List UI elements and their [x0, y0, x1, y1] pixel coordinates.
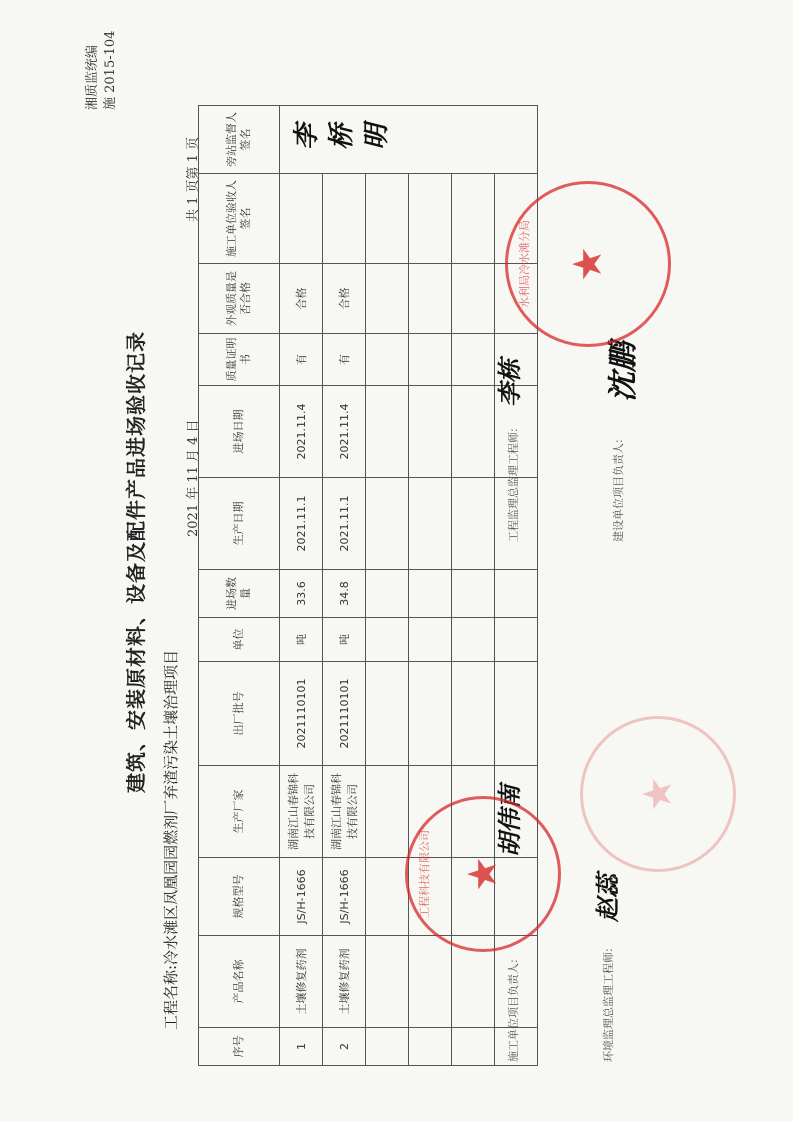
owner-seal — [505, 181, 671, 347]
form-code-line1: 湘质监统编 — [85, 44, 100, 110]
cell-batch: 2021110101 — [323, 662, 366, 766]
col-header: 旁站监督人签名 — [199, 106, 280, 174]
construction-sign-line — [505, 959, 521, 1062]
page-count: 共 1 页第 1 页 — [186, 136, 201, 222]
cell-batch: 2021110101 — [280, 662, 323, 766]
cell-product: 土壤修复药剂 — [323, 936, 366, 1028]
col-header: 生产日期 — [199, 478, 280, 570]
star-icon: ★ — [635, 776, 681, 812]
cell-qty: 34.8 — [323, 570, 366, 618]
env-seal — [580, 716, 736, 872]
owner-seal-text: 水利局冷水滩分局 — [518, 220, 531, 308]
col-header: 出厂批号 — [199, 662, 280, 766]
table-row — [323, 106, 366, 1066]
table-row — [280, 106, 323, 1066]
cell-inspector — [280, 106, 538, 174]
project-name: 冷水滩区凤凰园园燃剂厂弃渣污染土壤治理项目 — [162, 649, 180, 965]
cell-prod-date: 2021.11.1 — [280, 478, 323, 570]
owner-label: 建设单位项目负责人: — [612, 439, 625, 542]
cell-acceptor — [280, 174, 323, 264]
col-header: 进场数量 — [199, 570, 280, 618]
col-header: 规格型号 — [199, 858, 280, 936]
cell-spec: JS/H-1666 — [323, 858, 366, 936]
table-header-row — [199, 106, 280, 1066]
cell-cert: 有 — [280, 334, 323, 386]
supervisor-signature: 李栋 — [495, 359, 524, 407]
construction-seal-text: 工程科技有限公司 — [418, 830, 431, 918]
col-header: 外观质量是否合格 — [199, 264, 280, 334]
col-header: 质量证明书 — [199, 334, 280, 386]
owner-sign-line — [610, 439, 626, 542]
cell-appearance: 合格 — [280, 264, 323, 334]
cell-appearance: 合格 — [323, 264, 366, 334]
col-header: 序号 — [199, 1028, 280, 1066]
inspector-signature: 李 桥 明 — [292, 124, 389, 155]
construction-signature: 胡伟南 — [495, 785, 524, 857]
star-icon: ★ — [565, 246, 611, 282]
env-label: 环境监理总监理工程师: — [602, 948, 615, 1062]
supervisor-sign-line — [505, 428, 521, 542]
form-code-line2: 施 2015-104 — [103, 30, 118, 110]
construction-label: 施工单位项目负责人: — [507, 959, 520, 1062]
col-header: 生产厂家 — [199, 766, 280, 858]
table-row-empty — [366, 106, 409, 1066]
cell-maker: 湖南江山春锦科技有限公司 — [280, 766, 323, 858]
cell-unit: 吨 — [323, 618, 366, 662]
page-title: 建筑、安装原材料、设备及配件产品进场验收记录 — [124, 331, 148, 793]
env-signature: 赵蕊 — [593, 874, 622, 922]
env-sign-line — [600, 948, 616, 1062]
cell-seq: 2 — [323, 1028, 366, 1066]
project-label: 工程名称: — [162, 964, 180, 1030]
cell-seq: 1 — [280, 1028, 323, 1066]
col-header: 产品名称 — [199, 936, 280, 1028]
cell-entry-date: 2021.11.4 — [280, 386, 323, 478]
form-code — [84, 31, 120, 110]
col-header: 进场日期 — [199, 386, 280, 478]
project-name-line — [160, 650, 181, 1030]
cell-cert: 有 — [323, 334, 366, 386]
supervisor-label: 工程监理总监理工程师: — [507, 428, 520, 542]
cell-product: 土壤修复药剂 — [280, 936, 323, 1028]
cell-prod-date: 2021.11.1 — [323, 478, 366, 570]
cell-unit: 吨 — [280, 618, 323, 662]
record-date: 2021 年 11 月 4 日 — [186, 419, 201, 537]
cell-maker: 湖南江山春锦科技有限公司 — [323, 766, 366, 858]
cell-spec: JS/H-1666 — [280, 858, 323, 936]
cell-acceptor — [323, 174, 366, 264]
star-icon: ★ — [460, 856, 506, 892]
owner-signature: 沈鹏 — [606, 342, 641, 402]
col-header: 施工单位验收人签名 — [199, 174, 280, 264]
cell-entry-date: 2021.11.4 — [323, 386, 366, 478]
construction-seal — [405, 796, 561, 952]
col-header: 单位 — [199, 618, 280, 662]
cell-qty: 33.6 — [280, 570, 323, 618]
